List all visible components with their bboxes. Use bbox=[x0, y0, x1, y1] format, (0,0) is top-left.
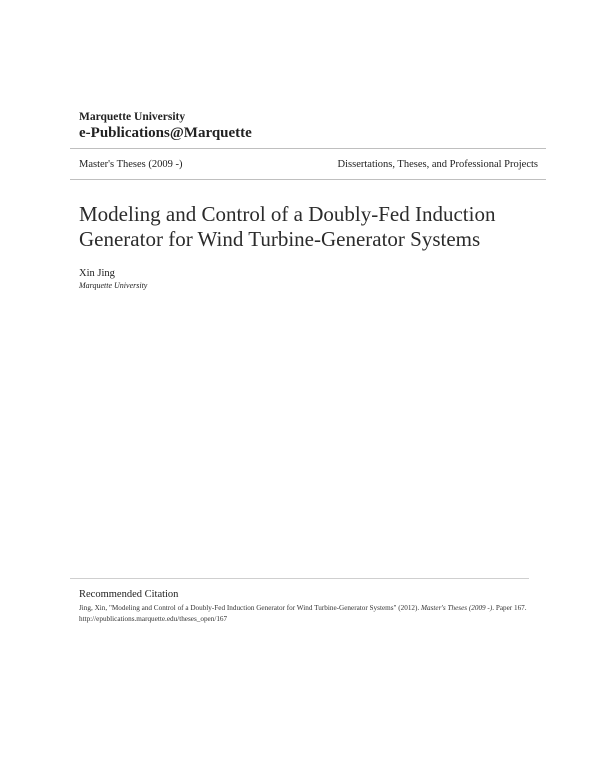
citation-prefix: Jing, Xin, "Modeling and Control of a Doubly-Fed Induction Generator for Wind Turbine-Generator Systems" (2012). bbox=[79, 604, 422, 612]
document-title: Modeling and Control of a Doubly-Fed Induction Generator for Wind Turbine-Generator Systems bbox=[79, 202, 496, 251]
citation-suffix: . Paper 167. bbox=[492, 604, 527, 612]
recommended-citation-heading: Recommended Citation bbox=[79, 589, 179, 600]
institution-link[interactable]: Marquette University bbox=[79, 111, 186, 123]
author-name: Xin Jing bbox=[79, 268, 115, 279]
citation-divider bbox=[70, 578, 529, 579]
citation-url-link[interactable]: http://epublications.marquette.edu/theses_open/167 bbox=[79, 615, 228, 623]
repository-link[interactable]: e-Publications@Marquette bbox=[79, 125, 252, 141]
collection-link-masters-theses[interactable]: Master's Theses (2009 -) bbox=[79, 159, 183, 170]
header-divider-top bbox=[70, 148, 546, 149]
header-divider-bottom bbox=[70, 179, 546, 180]
citation-series: Master's Theses (2009 -) bbox=[421, 604, 493, 612]
collection-link-dissertations[interactable]: Dissertations, Theses, and Professional Projects bbox=[337, 159, 538, 170]
header bbox=[79, 110, 252, 142]
citation-text bbox=[79, 603, 531, 625]
author-affiliation: Marquette University bbox=[79, 281, 148, 290]
